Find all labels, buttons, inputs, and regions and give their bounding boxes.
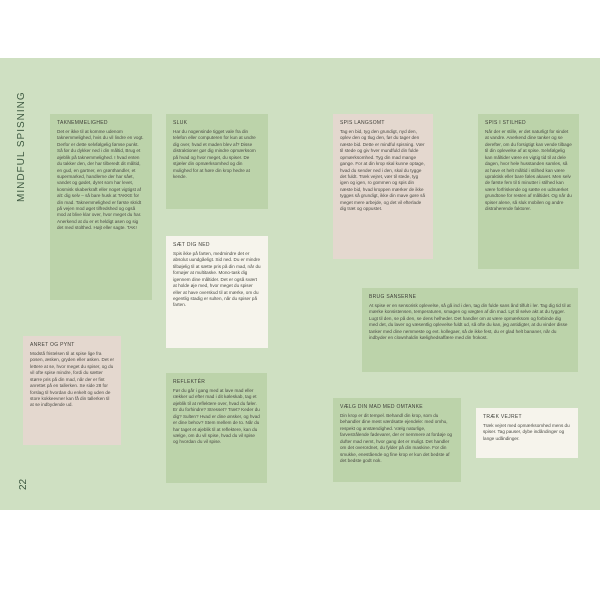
card-text: Har du nogensinde tigget vale fra din telefon eller computeren for kun at undre dig over, hvad et maden blev af? Disse distraktioner gør dig mindre opmærksom på hvad og hvor meget, du spiser. De stjæler din opmærksomhed og din mulighed for at høre din krop hedre at kende. (173, 129, 256, 179)
card-title: ANRET OG PYNT (30, 342, 75, 348)
card-text: Tag en bid, tyg den grundigt, nyd den, oplev den og tlug den, før du tager den næste bid. Dette er mindful spisning. Vær til stede og giv hver mundfuld din fulde opmærksomhed. Tyg din mad mange gange. For at din krop skal kunne optage, hvad du sender ned i den, skal du tygge det fuldt. Træk vejret, vær til stede, tyg igen og igen, ro gommen og spis din næste bid, hvad kroppen mærker de ikke tygges så grundigt, ikke din mave gøre så meget mere arbejde, og det vil efterlade dig træt og oppustet. (340, 129, 426, 212)
card-text: Spis ikke på farten, medmindre det er absolut uundgåeligt. Sid ned. Du er mindre tilbøjelig til at sætte pris på din mad, når du fornøjer at multitaske. Mono-task dig igennem dine måltider. Det er også svært at holde øje med, hvor meget du spiser eller at have overskud til at mærke, om du egentlig stadig er sulten, når du spiser på farten. (173, 251, 261, 308)
card-title: BRUG SANSERNE (369, 294, 417, 300)
card-brug-sanserne (362, 288, 578, 372)
card-anret-og-pynt (23, 336, 121, 445)
card-title: REFLEKTÉR (173, 379, 206, 385)
card-vaelg-din-mad (333, 398, 461, 482)
card-taknemmelighed (50, 114, 152, 300)
card-sluk (166, 114, 268, 209)
card-text: At spise er en sensorisk oplevelse, så gå ind i den, tag din fulde sans ånd tilfult i ler. Tag dig tid til at mærke konsistensen, temperaturen, smagen og vægten af din mad. Lyt til selve akt at du tygger. Lugt til den, se på den, se dens helheder. Det handler om at være opmærksom og forbinde dig med det, du laver og væsentlig oplevelse fuldt ud, så ofte du kan, jeg antidigter, at du vinder disse tanker med dine nemmeste og evt. kollegaer, så de ikke fest, du er glad helt bananer, når du indbyder en clownhaldin kælighedsaffære med din frokost. (369, 303, 571, 341)
card-text: Din krop er dit tempel. Behandl din krop, som du behandler dine mest værdsatte ejendele: med omhu, respekt og anstændighed. Vælg naturlige, farvestrålende fødevarer, der er nemmere at fordøje og dufter mad nemt, hvor gang det er muligt. Det handler om det overordnet, du fylder på din maskine. For din smukke, enestående og fine krop er kun det bedste af det bedste godt nok. (340, 413, 453, 463)
page-number (18, 474, 32, 504)
card-title: SPIS I STILHED (485, 120, 526, 126)
chapter-title-vertical (14, 91, 34, 210)
card-title: SLUK (173, 120, 188, 126)
card-title: SPIS LANGSOMT (340, 120, 385, 126)
card-text: Træk vejret med opmærksomhed mens du spiser. Tag pauser, dybe indåndinger og lange udåndinger. (483, 423, 570, 441)
card-title: VÆLG DIN MAD MED OMTANKE (340, 404, 423, 410)
card-title: TAKNEMMELIGHED (57, 120, 108, 126)
card-spis-langsomt (333, 114, 433, 259)
card-reflekter (166, 373, 267, 483)
card-title: SÆT DIG NED (173, 242, 210, 248)
card-traek-vejret (476, 408, 578, 458)
chapter-title-text: MINDFUL SPISNING (16, 91, 27, 202)
page-number-text: 22 (18, 478, 29, 490)
card-text: Før du går i gang med at lave mad eller rækker ud efter mad i dit køleskab, tag et øjeblik til at reflektere over, hvad du føler. Er du forhindre? Stresset? Træt? Keder du dig? Sulten? Hvad er dine ønsker, og hvad er dine behov? Stem mellem de to. Når du har taget et øjeblik til at reflektere, kan du vælge, om du vil spise, hvad du vil spise og hvordan du vil spise. (173, 388, 260, 445)
card-saet-dig-ned (166, 236, 268, 348)
card-title: TRÆK VEJRET (483, 414, 522, 420)
card-text: Når der er stille, er det naturligt for sindet at vandre. Anerkend dine tanker og se derefter, om du forsigtigt kan vende tilbage til din oplevelse af at spise. Selvfølgelig kan måltider være en vigtig tid til at dele dagen, hvor hele husstanden samles, så at have et helt måltid i stilhed kan være upraktisk eller bare føles akavet. Men selv de første fem til ti minutter i stilhed kan være forfriskende og sætte en udmærket grundtone for resten af måltidet. Og når du spiser alene, så sluk mobilen og andre distraherende faktorer. (485, 129, 572, 212)
card-text: Modstå fristelsen til at spise lige fra posen, æsken, gryden eller asken. Det er lettere at se, hvor meget du spiser, og du vil ofte spise mindre, fordi du sætter større pris på din mad, når der er fint anrettet på en tallerken. Se side 28 for forslag til hvordan du enkelt og uden de store kokkeevner kan få din tallerken til at se indbydende ud. (30, 351, 115, 408)
card-spis-i-stilhed (478, 114, 579, 269)
card-text: Det er ikke til at komme udenom taknemmelighed, hvis du vil lindre en vogt. Derfor er dette selvfølgelig fømse punkt. Så før du dykker ned i din måltid, Brug et øjeblik på taknemmelighed. I hvad enten du takker den, der har tilberedt dit måltid, en gud, en gartner, en grønthandler, et supermarked, handlerne der har sået, vandet og gødet, dyret som har levet, kosmisk skaberkraft eller noget vigtigst af alt: dig selv – så bare husk at TAKKE for din mad. Taknemmelighed er første skridt på vejen mod øget tilfredshed og også mod at blive klar over, hvor meget du har. Anerkend at du er et heldigt asen og sig det med stolthed. Højt eller sagte. TAK! (57, 129, 144, 231)
